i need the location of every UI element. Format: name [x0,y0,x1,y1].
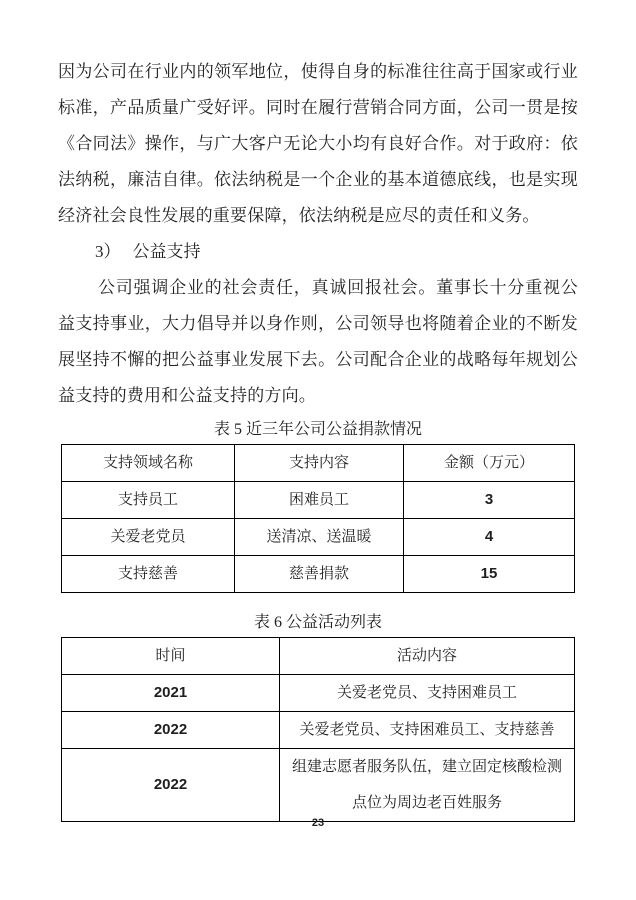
section-heading [58,234,578,270]
table-cell: 4 [404,519,575,556]
column-header: 支持领域名称 [62,445,235,482]
table-cell: 组建志愿者服务队伍，建立固定核酸检测点位为周边老百姓服务 [280,749,575,822]
column-header: 时间 [62,638,280,675]
table-cell: 关爱老党员 [62,519,235,556]
table-cell: 2021 [62,675,280,712]
activity-table-header-row [62,638,575,675]
table-cell: 2022 [62,712,280,749]
table6-caption: 表 6 公益活动列表 [253,614,382,631]
body-paragraph-1: 因为公司在行业内的领军地位，使得自身的标准往往高于国家或行业标准，产品质量广受好评。同时在履行营销合同方面，公司一贯是按《合同法》操作，与广大客户无论大小均有良好合作。对于政府：依法纳税，廉洁自律。依法纳税是一个企业的基本道德底线，也是实现经济社会良性发展的重要保障，依法纳税是应尽的责任和义务。 [58,62,578,225]
table-cell: 困难员工 [235,482,404,519]
section-heading-number: 3） [95,242,121,261]
table-row [62,519,575,556]
table-row [62,675,575,712]
table-row [62,749,575,822]
section-heading-label: 公益支持 [132,242,201,261]
table-cell: 送清凉、送温暖 [235,519,404,556]
table5-caption: 表 5 近三年公司公益捐款情况 [213,421,422,438]
table-cell: 关爱老党员、支持困难员工 [280,675,575,712]
activity-table [61,637,575,822]
table-cell: 支持慈善 [62,556,235,593]
table-cell: 15 [404,556,575,593]
table-cell: 2022 [62,749,280,822]
donation-table [61,444,575,593]
column-header: 活动内容 [280,638,575,675]
table-cell: 支持员工 [62,482,235,519]
table-row [62,556,575,593]
column-header: 金额（万元） [404,445,575,482]
table-row [62,712,575,749]
body-paragraph-2: 公司强调企业的社会责任，真诚回报社会。董事长十分重视公益支持事业，大力倡导并以身作则，公司领导也将随着企业的不断发展坚持不懈的把公益事业发展下去。公司配合企业的战略每年规划公益支持的费用和公益支持的方向。 [58,278,578,405]
table-cell: 慈善捐款 [235,556,404,593]
table-cell: 关爱老党员、支持困难员工、支持慈善 [280,712,575,749]
donation-table-header-row [62,445,575,482]
column-header: 支持内容 [235,445,404,482]
page-number: 23 [311,817,325,829]
table-cell: 3 [404,482,575,519]
table-row [62,482,575,519]
